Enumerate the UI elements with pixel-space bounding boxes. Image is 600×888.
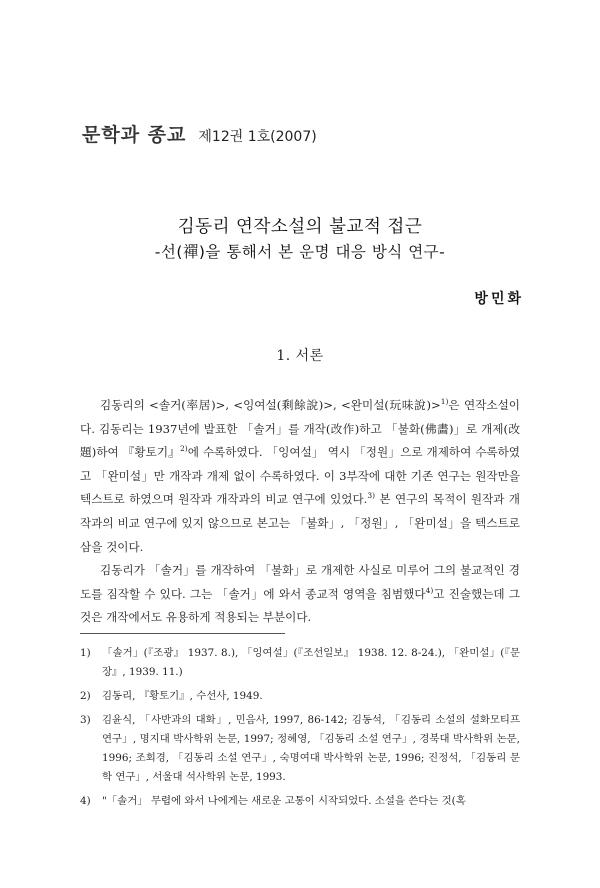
- journal-issue: 제12권 1호(2007): [198, 129, 317, 145]
- footnote-text: "「솔거」 무렵에 와서 나에게는 새로운 고통이 시작되었다. 소설을 쓴다는 것(혹: [102, 795, 466, 807]
- paper-title: 김동리 연작소설의 불교적 접근: [177, 217, 423, 237]
- footnote: [80, 711, 520, 787]
- footnotes: [80, 644, 520, 816]
- footnote-text: 김동리, 『황토기』, 수선사, 1949.: [102, 690, 263, 702]
- body-text-run: 김동리가 「솔거」를 개작하여 「불화」로 개제한 사실로 미루어 그의 불교적인 경도를 짐작할 수 있다. 그는 「솔거」에 와서 종교적 영역을 침범했다: [80, 563, 520, 601]
- body-text: [80, 394, 520, 630]
- footnote-divider: [80, 633, 285, 634]
- footnote-text: 「솔거」(『조광』 1937. 8.), 「잉여설」(『조선일보』 1938. 12. 8-24.), 「완미설」(『문장』, 1939. 11.): [102, 647, 520, 678]
- footnote-ref: 4): [425, 585, 434, 595]
- title-block: [0, 215, 600, 263]
- author-name: 방민화: [474, 291, 524, 307]
- footnote-number: 4): [80, 795, 91, 807]
- footnote-text: 김윤식, 「사반과의 대화」, 민음사, 1997, 86-142; 김동석, 「김동리 소설의 설화모티프 연구」, 명지대 박사학위 논문, 1997; 정혜영, 「김동리 소설 연구」, 경북대 박사학위 논문, 1996; 조회경, 「김동리 소설 연구」, 숙명여대 박사학위 논문, 1996; 진정석, 「김동리 문학 연구」, 서울대 석사학위 논문, 1993.: [102, 714, 520, 783]
- journal-header: [82, 120, 317, 147]
- footnote-ref: 3): [367, 491, 376, 501]
- journal-name: 문학과 종교: [82, 124, 187, 146]
- footnote-number: 1): [80, 647, 91, 659]
- footnote: [80, 644, 520, 682]
- paper-subtitle: -선(禪)을 통해서 본 운명 대응 방식 연구-: [154, 243, 446, 261]
- body-text-run: 본 연구의 목적이 원작과 개작과의 비교 연구에 있지 않으므로 본고는 「불화」, 「정원」, 「완미설」을 텍스트로 삼을 것이다.: [80, 492, 521, 554]
- body-paragraph: [80, 559, 520, 630]
- footnote-number: 3): [80, 714, 91, 726]
- footnote-number: 2): [80, 690, 91, 702]
- footnote-ref: 2): [180, 444, 188, 454]
- footnote-ref: 1): [440, 397, 449, 407]
- footnote: [80, 687, 520, 706]
- footnote: [80, 792, 520, 811]
- body-text-run: 김동리의 <솔거(率居)>, <잉여설(剩餘說)>, <완미설(玩味說)>: [100, 398, 441, 412]
- body-paragraph: [80, 394, 520, 559]
- body-text-run: 에 수록하였다. 「잉여설」 역시 「정원」으로 개제하여 수록하였고 「완미설」만 개작과 개제 없이 수록하였다. 이 3부작에 대한 기존 연구는 원작만을 텍스트로 하였으며 원작과 개작과의 비교 연구에 있었다.: [80, 445, 520, 507]
- section-heading: 1. 서론: [276, 348, 324, 364]
- body-text-run: 은 연작소설이다. 김동리는 1937년에 발표한 「솔거」를 개작(改作)하고 「불화(佛畵)」로 개제(改題)하여 『황토기』: [80, 398, 520, 460]
- body-text-run: 고 진술했는데 그것은 개작에서도 유용하게 적용되는 부분이다.: [80, 586, 520, 625]
